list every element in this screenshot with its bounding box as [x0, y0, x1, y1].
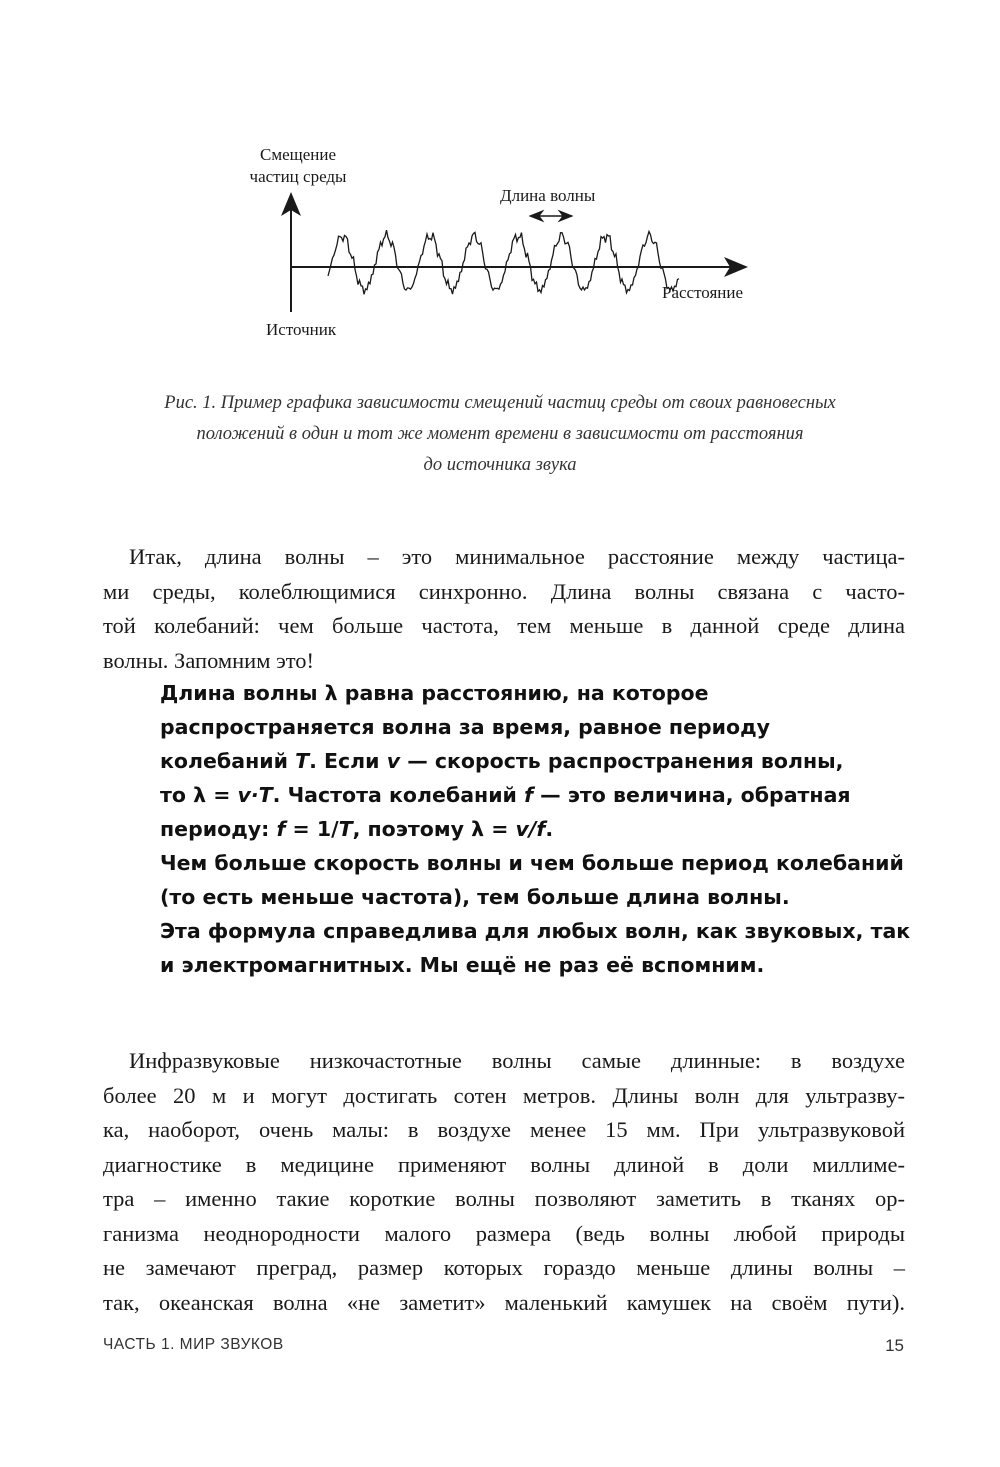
callout-text: колебаний — [160, 749, 296, 773]
wave-figure — [228, 140, 768, 350]
callout-line — [160, 812, 900, 846]
text-line: ми среды, колеблющимися синхронно. Длина волны связана с часто- — [103, 578, 905, 604]
symbol-f: f — [524, 783, 533, 807]
callout-line — [160, 744, 900, 778]
caption-line: Рис. 1. Пример графика зависимости смещений частиц среды от своих равновесных — [164, 393, 836, 413]
figure-caption — [110, 388, 890, 481]
page-number: 15 — [885, 1336, 904, 1355]
callout-text: — скорость распространения волны, — [400, 749, 844, 773]
callout-text: , поэтому λ = — [352, 817, 516, 841]
y-axis-label-line1: Смещение — [259, 145, 337, 164]
callout-text: . — [545, 817, 554, 841]
callout-text: периоду: — [160, 817, 277, 841]
symbol-T: T — [338, 817, 353, 841]
callout-line: Эта формула справедлива для любых волн, как звуковых, так — [160, 919, 911, 943]
wavelength-label: Длина волны — [500, 186, 596, 205]
caption-line: до источника звука — [423, 455, 577, 475]
text-line: ка, наоборот, очень малы: в воздухе менее 15 мм. При ультразвуковой — [103, 1117, 905, 1142]
callout-text: . Частота колебаний — [272, 783, 525, 807]
y-axis-label — [228, 144, 368, 188]
wave-curve — [328, 230, 679, 294]
y-axis-label-line2: частиц среды — [249, 167, 347, 186]
callout-text: — это величина, обратная — [532, 783, 851, 807]
text-line: ганизма неоднородности малого размера (ведь волны любой природы — [103, 1220, 905, 1246]
paragraph-infrasound-ultrasound — [103, 1044, 905, 1320]
callout-text: . Если — [309, 749, 387, 773]
caption-line: положений в один и тот же момент времени в зависимости от расстояния — [196, 424, 804, 444]
source-label: Источник — [266, 320, 337, 339]
callout-line: Длина волны λ равна расстоянию, на которое — [160, 681, 709, 705]
callout-line: (то есть меньше частота), тем больше длина волны. — [160, 885, 790, 909]
text-line: диагностике в медицине применяют волны длиной в доли миллиме- — [103, 1151, 905, 1177]
paragraph-wavelength-definition — [103, 540, 905, 678]
highlight-box — [160, 676, 911, 982]
formula-vf: v/f — [515, 817, 546, 841]
text-line: волны. Запомним это! — [103, 647, 315, 673]
running-footer: ЧАСТЬ 1. МИР ЗВУКОВ — [103, 1336, 284, 1353]
text-line: так, океанская волна «не заметит» маленький камушек на своём пути). — [103, 1289, 905, 1315]
text-line: более 20 м и могут достигать сотен метров. Длины волн для ультразву- — [103, 1082, 905, 1108]
formula-vT: v·T — [237, 783, 273, 807]
symbol-v: v — [386, 749, 401, 773]
symbol-f: f — [276, 817, 286, 841]
text-line: Итак, длина волны – это минимальное расстояние между частица- — [129, 544, 905, 569]
callout-line: распространяется волна за время, равное периоду — [160, 715, 771, 739]
callout-line — [160, 778, 900, 812]
symbol-T: T — [295, 749, 310, 773]
callout-line: Чем больше скорость волны и чем больше период колебаний — [160, 851, 904, 875]
x-axis-label: Расстояние — [662, 283, 744, 302]
text-line: Инфразвуковые низкочастотные волны самые длинные: в воздухе — [129, 1048, 905, 1073]
text-line: той колебаний: чем больше частота, тем меньше в данной среде длина — [103, 613, 905, 638]
text-line: тра – именно такие короткие волны позволяют заметить в тканях ор- — [103, 1186, 905, 1211]
callout-text: то λ = — [160, 783, 238, 807]
text-line: не замечают преград, размер которых гораздо меньше длины волны – — [103, 1255, 905, 1280]
callout-text: = 1/ — [285, 817, 339, 841]
callout-line: и электромагнитных. Мы ещё не раз её вспомним. — [160, 953, 765, 977]
